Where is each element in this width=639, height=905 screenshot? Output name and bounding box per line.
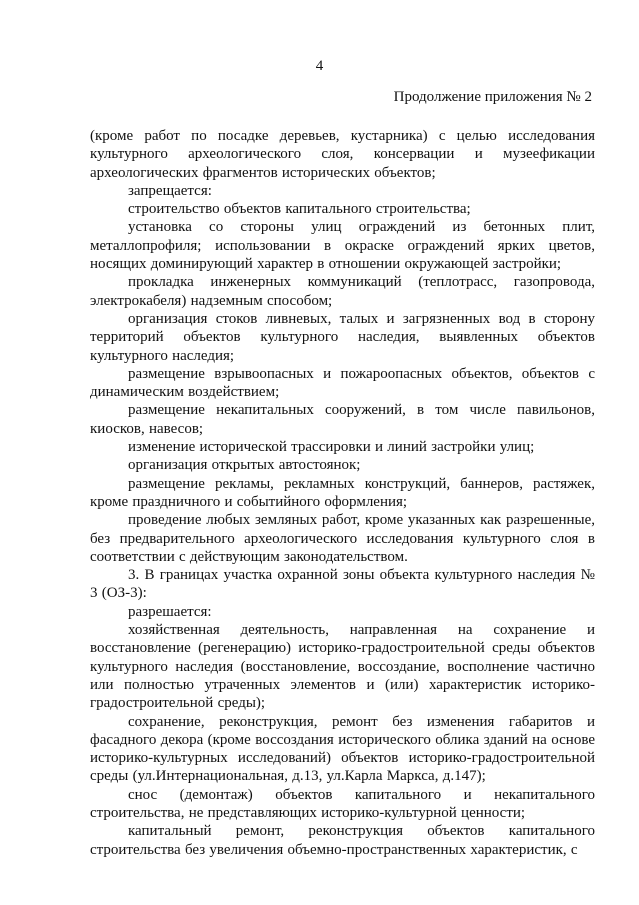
paragraph: запрещается: [128, 182, 212, 199]
paragraph: хозяйственная деятельность, направленная на сохранение и восстановление (регенерацию) историко-градостроительной среды объектов культурного наследия (восстановление, воссоздание, восполнение частично или полностью утраченных элементов и (или) характеристик историко-градостроительной среды); [90, 622, 595, 712]
paragraph: изменение исторической трассировки и линий застройки улиц; [128, 439, 535, 456]
paragraph: размещение некапитальных сооружений, в том числе павильонов, киосков, навесов; [90, 402, 595, 437]
paragraph: снос (демонтаж) объектов капитального и некапитального строительства, не представляющих историко-культурной ценности; [90, 786, 595, 821]
paragraph: строительство объектов капитального строительства; [128, 201, 471, 218]
paragraph: размещение взрывоопасных и пожароопасных объектов, объектов с динамическим воздействием; [90, 365, 595, 401]
paragraph: (кроме работ по посадке деревьев, кустарника) с целью исследования культурного археологического слоя, консервации и музеефикации археологических фрагментов исторических объектов; [90, 128, 595, 181]
paragraph: установка со стороны улиц ограждений из бетонных плит, металлопрофиля; использовании в окраске ограждений ярких цветов, носящих доминирующий характер в отношении окружающей застройки; [90, 219, 595, 273]
document-body [90, 127, 595, 859]
paragraph: организация открытых автостоянок; [128, 457, 361, 474]
paragraph: разрешается: [128, 603, 212, 620]
section-heading: 3. В границах участка охранной зоны объекта культурного наследия № 3 (ОЗ-3): [90, 567, 595, 602]
paragraph: сохранение, реконструкция, ремонт без изменения габаритов и фасадного декора (кроме воссоздания исторического облика зданий на основе историко-культурных исследований) объектов историко-градостроительной среды (ул.Интернациональная, д.13, ул.Карла Маркса, д.147); [90, 713, 595, 785]
paragraph: размещение рекламы, рекламных конструкций, баннеров, растяжек, кроме праздничного и событийного оформления; [90, 475, 595, 510]
page-number: 4 [315, 58, 324, 74]
paragraph: капитальный ремонт, реконструкция объектов капитального строительства без увеличения объемно-пространственных характеристик, с [90, 823, 595, 858]
paragraph: организация стоков ливневых, талых и загрязненных вод в сторону территорий объектов культурного наследия, выявленных объектов культурного наследия; [90, 310, 595, 364]
paragraph: прокладка инженерных коммуникаций (теплотрасс, газопровода, электрокабеля) надземным способом; [90, 274, 595, 309]
appendix-continuation-note: Продолжение приложения № 2 [393, 89, 592, 105]
paragraph: проведение любых земляных работ, кроме указанных как разрешенные, без предварительного археологического исследования культурного слоя в соответствии с действующим законодательством. [90, 512, 595, 565]
